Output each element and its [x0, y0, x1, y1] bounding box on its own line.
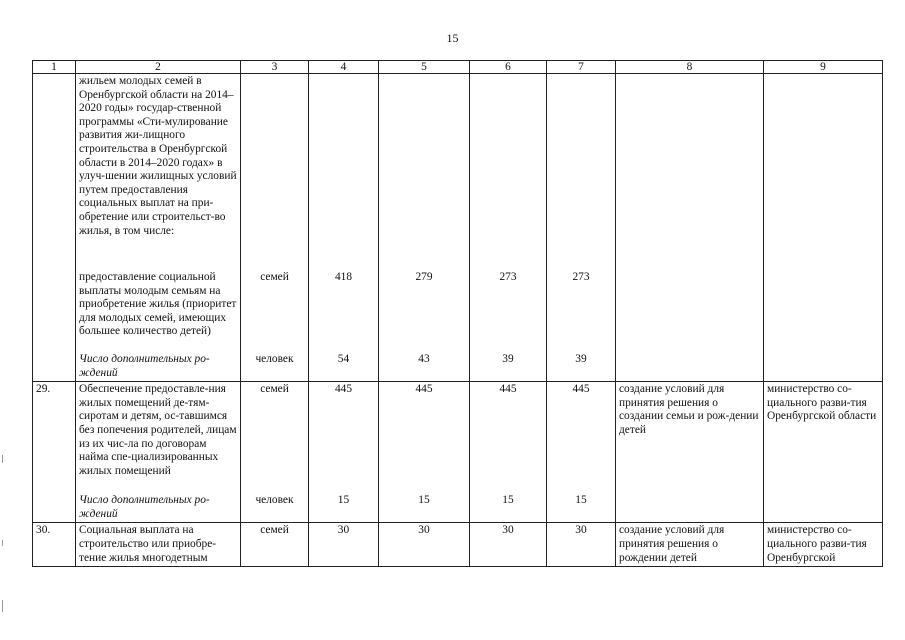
- column-header: 6: [470, 61, 547, 74]
- scan-artifact: [2, 540, 3, 546]
- row-result: создание условий для принятия решения о создании семьи и рож-дении детей: [616, 382, 764, 523]
- row-description-main: Обеспечение предоставле-ния жилых помещений де-тям-сиротам и детям, ос-тавшимся без попечения родителей, лицам из их чис-ла по договорам найма спе-циализированных жилых помещений: [79, 383, 237, 477]
- row-executor: [764, 74, 883, 382]
- row-value-col7: 445 15: [547, 382, 616, 523]
- page-number: 15: [446, 31, 459, 45]
- row-number: 30.: [33, 523, 76, 567]
- row-indicator-unit: человек: [255, 494, 294, 507]
- table-row-29: [33, 382, 883, 523]
- column-header: 5: [379, 61, 470, 74]
- row-value-col4: 445 15: [309, 382, 379, 523]
- row-description: Социальная выплата на строительство или приобре-тение жилья многодетным: [76, 523, 241, 567]
- row-description: [76, 74, 241, 382]
- column-header: 4: [309, 61, 379, 74]
- row-subitem-indicator: Число дополнительных ро-ждений: [79, 353, 210, 379]
- row-subitem-unit: семей: [260, 271, 289, 283]
- column-header: 3: [241, 61, 309, 74]
- row-subitem-text: предоставление социальной выплаты молодым семьям на приобретение жилья (приоритет для молодых семей, имеющих большее количество детей): [79, 271, 237, 338]
- row-subitem-indicator: Число дополнительных ро-ждений: [79, 494, 210, 520]
- row-value-col5: 30: [379, 523, 470, 567]
- row-value-col7: 30: [547, 523, 616, 567]
- column-header: 1: [33, 61, 76, 74]
- row-description: [76, 382, 241, 523]
- column-header: 8: [616, 61, 764, 74]
- row-number: 29.: [33, 382, 76, 523]
- column-header: 9: [764, 61, 883, 74]
- column-number-row: [33, 61, 883, 74]
- row-value-col7: 273 39: [547, 74, 616, 382]
- row-result: создание условий для принятия решения о рождении детей: [616, 523, 764, 567]
- table-row-continued: [33, 74, 883, 382]
- column-header: 2: [76, 61, 241, 74]
- column-header: 7: [547, 61, 616, 74]
- row-value-col6: 273 39: [470, 74, 547, 382]
- row-unit: семей: [241, 523, 309, 567]
- row-indicator-unit: человек: [255, 353, 294, 365]
- row-value-col6: 30: [470, 523, 547, 567]
- row-unit: семей человек: [241, 382, 309, 523]
- row-number: [33, 74, 76, 382]
- row-value-col4: 30: [309, 523, 379, 567]
- row-description-main: жильем молодых семей в Оренбургской области на 2014–2020 годы» государ-ственной программы «Сти-мулирование развития жи-лищного строительства в Оренбургской области в 2014–2020 годах» в улуч-шении жилищных условий путем предоставления социальных выплат на при-обретение или строительст-во жилья, в том числе:: [79, 75, 237, 237]
- row-result: [616, 74, 764, 382]
- row-value-col5: 279 43: [379, 74, 470, 382]
- scan-artifact: [2, 600, 3, 612]
- row-value-col6: 445 15: [470, 382, 547, 523]
- indicator-table: [32, 60, 883, 567]
- row-value-col4: 418 54: [309, 74, 379, 382]
- table-row-30: [33, 523, 883, 567]
- row-executor: министерство со-циального разви-тия Оренбургской: [764, 523, 883, 567]
- row-executor: министерство со-циального разви-тия Оренбургской области: [764, 382, 883, 523]
- row-value-col5: 445 15: [379, 382, 470, 523]
- scan-artifact: [2, 455, 3, 463]
- row-unit: [241, 74, 309, 382]
